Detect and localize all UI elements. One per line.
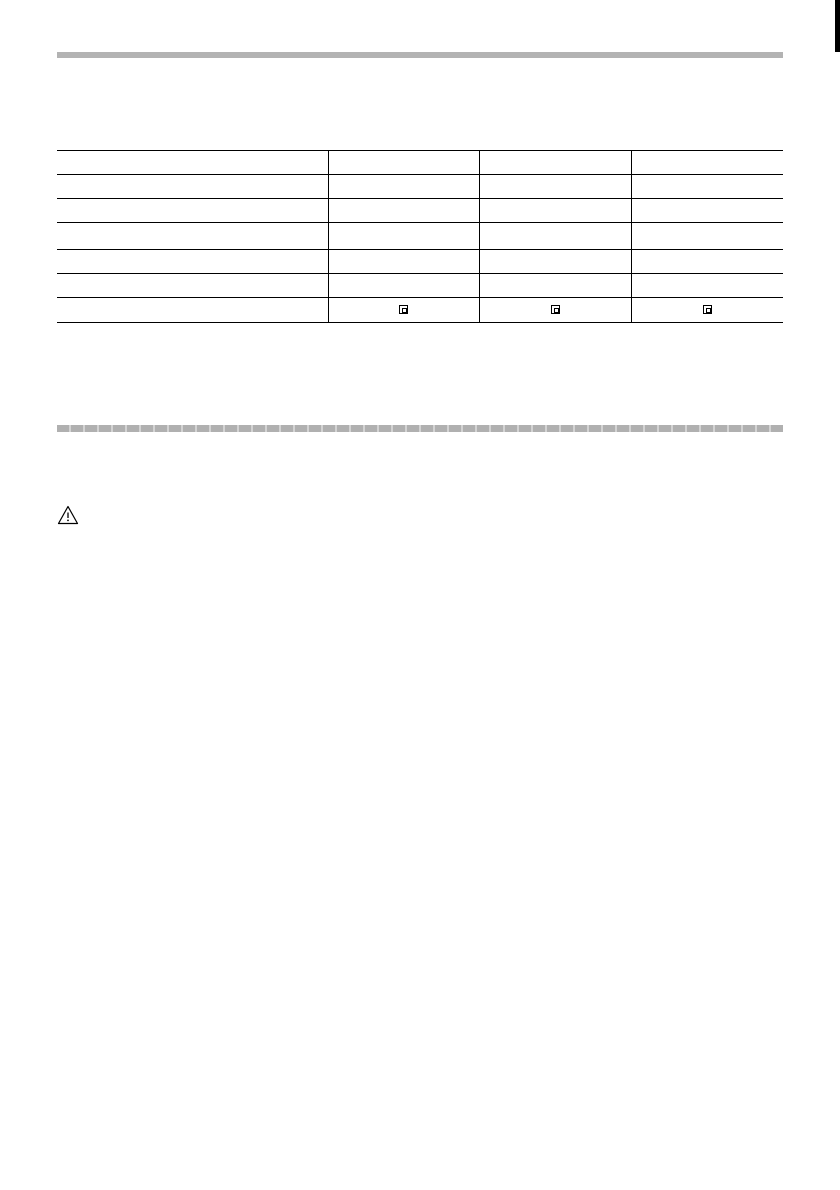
table-cell bbox=[57, 175, 328, 199]
table-cell bbox=[631, 274, 783, 298]
table-row bbox=[57, 250, 783, 274]
table-cell bbox=[479, 175, 631, 199]
table-cell bbox=[57, 298, 328, 323]
section-rule-top bbox=[57, 52, 783, 58]
table-cell bbox=[479, 250, 631, 274]
double-square-icon bbox=[703, 305, 712, 314]
table-cell bbox=[328, 151, 479, 175]
table-cell bbox=[479, 223, 631, 250]
table-cell bbox=[57, 151, 328, 175]
table-row bbox=[57, 274, 783, 298]
table-cell bbox=[328, 298, 479, 323]
table-cell bbox=[328, 199, 479, 223]
table-cell bbox=[57, 199, 328, 223]
table-cell bbox=[57, 250, 328, 274]
table-cell bbox=[479, 274, 631, 298]
page-edge-marker bbox=[835, 0, 840, 52]
spec-table bbox=[57, 150, 783, 323]
table-cell bbox=[631, 151, 783, 175]
table-row bbox=[57, 199, 783, 223]
double-square-icon bbox=[551, 305, 560, 314]
table-cell bbox=[479, 151, 631, 175]
double-square-icon bbox=[399, 305, 408, 314]
table-cell bbox=[631, 175, 783, 199]
table-cell bbox=[479, 298, 631, 323]
table-row bbox=[57, 223, 783, 250]
table-cell bbox=[328, 274, 479, 298]
table-cell bbox=[57, 223, 328, 250]
section-rule-middle bbox=[57, 425, 783, 432]
table-cell bbox=[631, 298, 783, 323]
table-row bbox=[57, 175, 783, 199]
table-row bbox=[57, 151, 783, 175]
table-cell bbox=[328, 223, 479, 250]
table-cell bbox=[479, 199, 631, 223]
table-cell bbox=[328, 175, 479, 199]
table-row bbox=[57, 298, 783, 323]
warning-triangle-icon bbox=[57, 505, 79, 525]
table-cell bbox=[328, 250, 479, 274]
table-cell bbox=[631, 223, 783, 250]
table-cell bbox=[57, 274, 328, 298]
table-cell bbox=[631, 199, 783, 223]
table-cell bbox=[631, 250, 783, 274]
